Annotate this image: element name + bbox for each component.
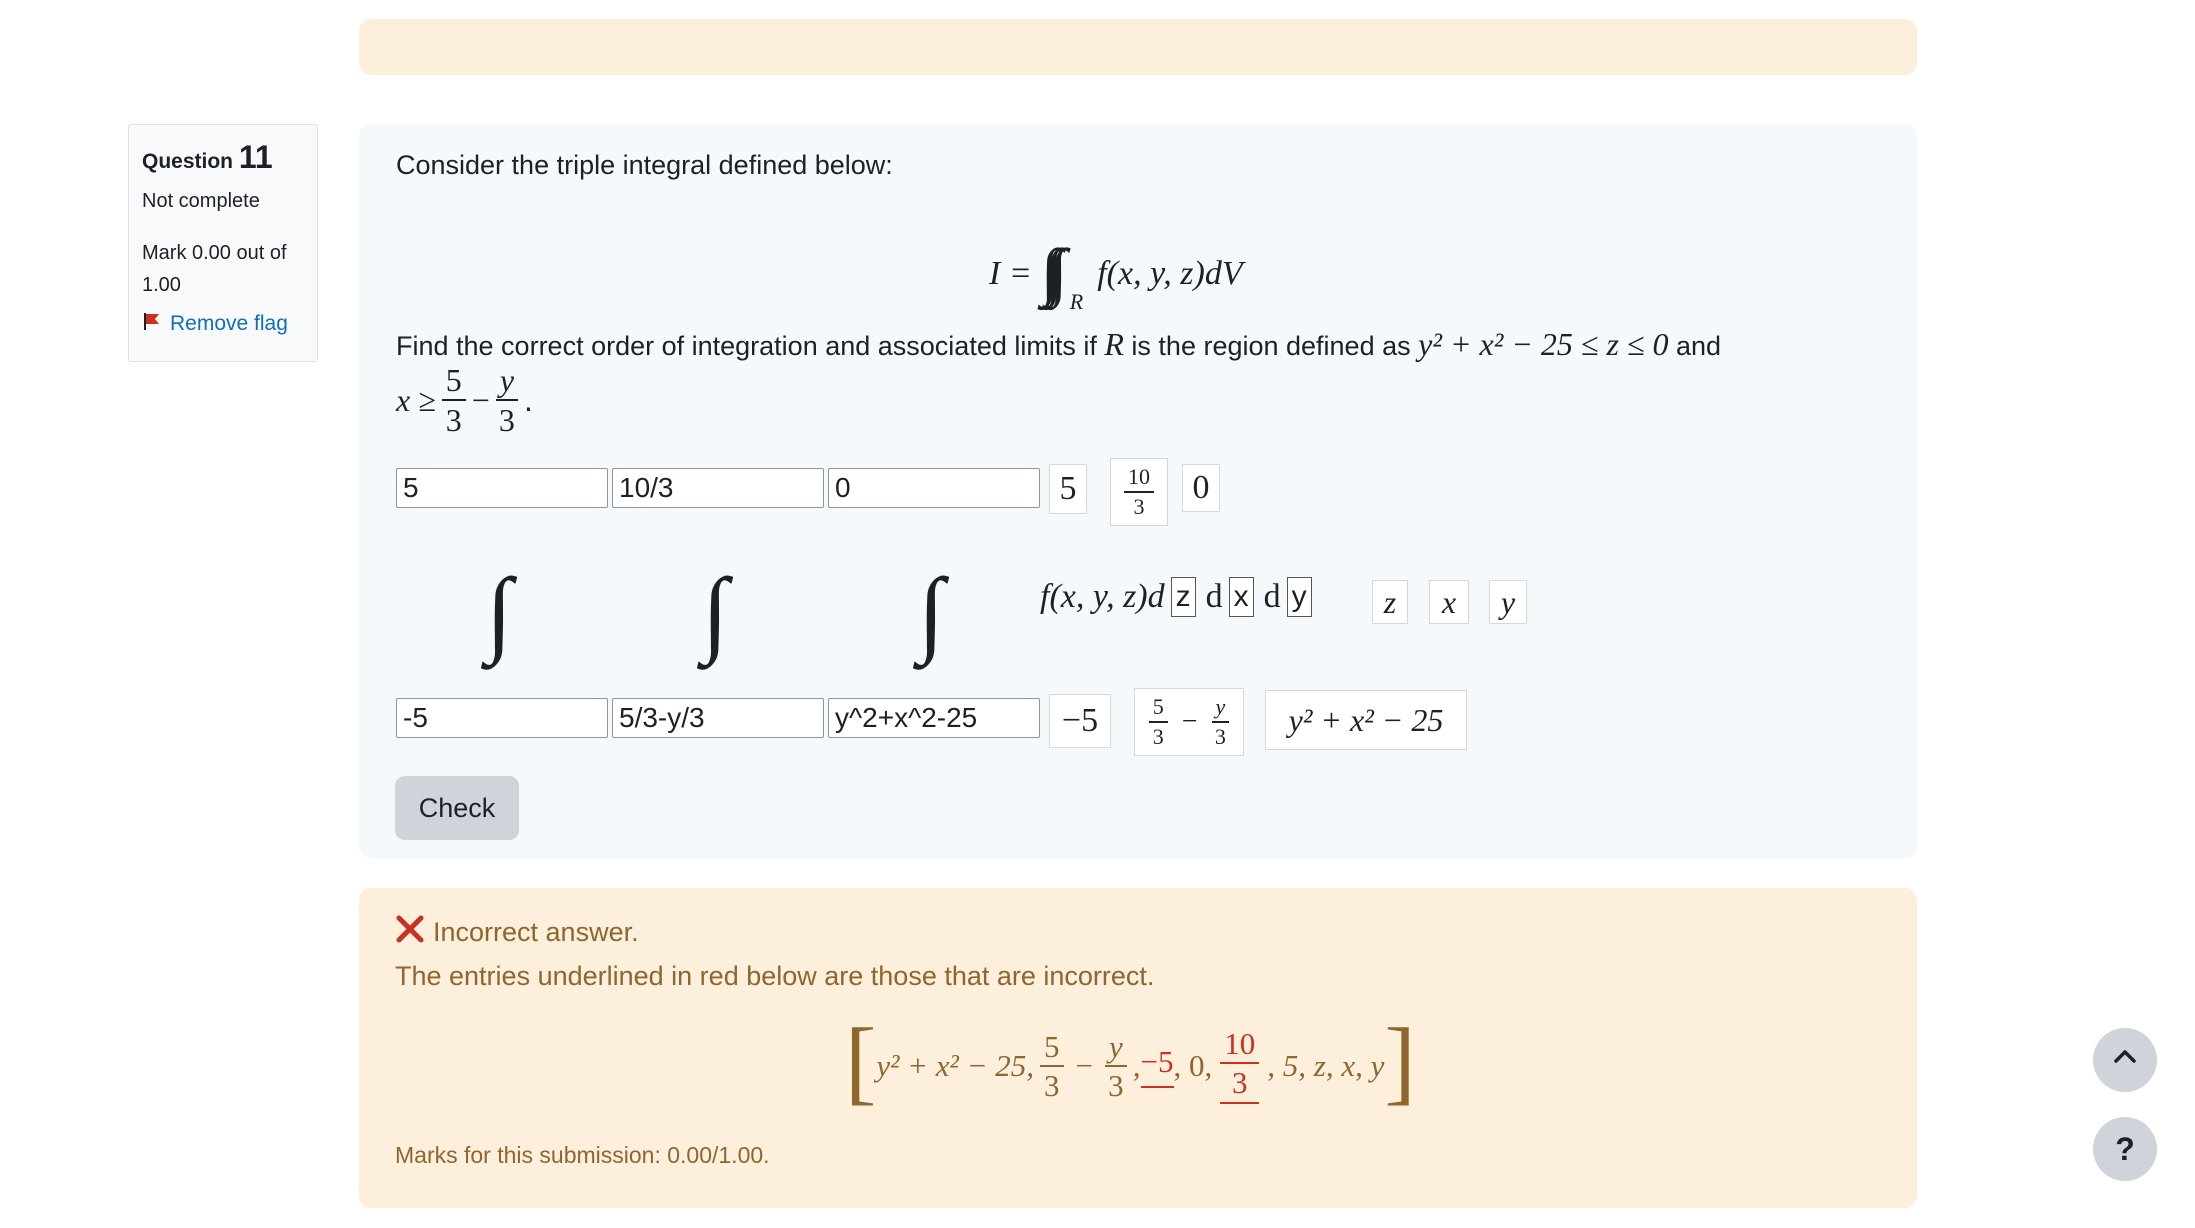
x-cond-end: . bbox=[524, 381, 533, 418]
frac-denominator: 3 bbox=[445, 402, 462, 438]
minus-sign: − bbox=[1181, 706, 1198, 737]
help-icon: ? bbox=[2115, 1130, 2135, 1167]
x-cond-frac1 bbox=[442, 364, 466, 436]
integral-definition bbox=[989, 219, 1243, 329]
question-grade: Mark 0.00 out of 1.00 bbox=[142, 242, 287, 296]
submission-marks: Marks for this submission: 0.00/1.00. bbox=[395, 1142, 770, 1168]
find-text-prefix: Find the correct order of integration and associated limits if bbox=[396, 331, 1097, 361]
upper-limit-2-input[interactable] bbox=[612, 468, 824, 508]
feedback-expression bbox=[845, 1010, 1416, 1114]
x-condition bbox=[396, 364, 533, 436]
expr-tail: , 5, z, x, y bbox=[1267, 1048, 1385, 1083]
z-condition: y² + x² − 25 ≤ z ≤ 0 bbox=[1418, 326, 1669, 362]
frac-numerator: y bbox=[1105, 1031, 1127, 1067]
expr-frac1 bbox=[1040, 1031, 1064, 1101]
expr-lead: y² + x² − 25, bbox=[876, 1048, 1035, 1083]
bracket-close: ] bbox=[1384, 1010, 1416, 1114]
region-symbol: R bbox=[1104, 326, 1124, 362]
incorrect-icon bbox=[395, 914, 425, 951]
lower-limit-2-preview bbox=[1134, 688, 1244, 756]
remove-flag-label: Remove flag bbox=[170, 312, 288, 335]
frac-numerator: y bbox=[496, 364, 518, 401]
expr-comma: , bbox=[1132, 1048, 1141, 1083]
upper-limit-3-preview: 0 bbox=[1182, 464, 1220, 512]
integrand-function: f(x, y, z)d bbox=[1040, 578, 1165, 615]
variable-2-input[interactable]: x bbox=[1229, 577, 1254, 617]
upper-limit-1-input[interactable] bbox=[396, 468, 608, 508]
expr-minus: − bbox=[1075, 1048, 1093, 1083]
x-cond-frac2 bbox=[496, 364, 518, 436]
frac-numerator: 10 bbox=[1124, 466, 1154, 493]
find-text-mid: is the region defined as bbox=[1131, 331, 1411, 361]
frac-denominator: 3 bbox=[1214, 724, 1226, 749]
upper-limit-1-preview: 5 bbox=[1049, 464, 1087, 514]
frac-numerator: 5 bbox=[442, 364, 466, 401]
question-label: Question bbox=[142, 150, 234, 173]
frac-denominator: 3 bbox=[498, 402, 515, 438]
frac-numerator: 5 bbox=[1040, 1031, 1064, 1067]
integral-integrand: f(x, y, z)dV bbox=[1097, 255, 1243, 292]
question-number-value: 11 bbox=[238, 139, 273, 175]
lower-limit-3-input[interactable] bbox=[828, 698, 1040, 738]
frac-denominator: 3 bbox=[1044, 1068, 1060, 1103]
feedback-status bbox=[395, 914, 639, 951]
incorrect-entry-1: −5 bbox=[1141, 1044, 1174, 1088]
top-banner bbox=[359, 19, 1917, 75]
incorrect-entry-2 bbox=[1220, 1028, 1259, 1104]
lower-limit-3-preview: y² + x² − 25 bbox=[1265, 690, 1467, 750]
question-intro: Consider the triple integral defined below: bbox=[396, 150, 893, 180]
variable-2-preview: x bbox=[1429, 580, 1469, 624]
chevron-up-icon bbox=[2110, 1041, 2140, 1079]
upper-limit-3-input[interactable] bbox=[828, 468, 1040, 508]
find-text bbox=[396, 324, 1896, 366]
question-number bbox=[142, 139, 304, 176]
remove-flag-link[interactable] bbox=[142, 311, 304, 337]
lower-limit-2-input[interactable] bbox=[612, 698, 824, 738]
integral-region: R bbox=[1069, 289, 1084, 314]
integral-lhs: I = bbox=[989, 255, 1032, 292]
frac-denominator: 3 bbox=[1152, 724, 1164, 749]
expr-frac2 bbox=[1105, 1031, 1127, 1101]
frac-numerator: 5 bbox=[1149, 696, 1168, 723]
feedback-panel bbox=[359, 888, 1917, 1208]
help-button[interactable] bbox=[2093, 1117, 2157, 1181]
variable-3-preview: y bbox=[1489, 580, 1527, 624]
feedback-status-text: Incorrect answer. bbox=[433, 917, 639, 947]
differential-d: d bbox=[1263, 578, 1281, 615]
frac-numerator: y bbox=[1212, 696, 1230, 723]
differential-d: d bbox=[1205, 578, 1223, 615]
feedback-message: The entries underlined in red below are those that are incorrect. bbox=[395, 961, 1155, 991]
variable-3-input[interactable]: y bbox=[1287, 577, 1312, 617]
upper-limit-2-preview bbox=[1110, 458, 1168, 526]
lower-limit-1-preview: −5 bbox=[1049, 694, 1111, 748]
integrand-row bbox=[1040, 572, 1318, 622]
frac-denominator: 3 bbox=[1232, 1065, 1248, 1100]
find-text-and: and bbox=[1676, 331, 1722, 361]
frac-denominator: 3 bbox=[1108, 1068, 1124, 1103]
expr-after-wrong1: , 0, bbox=[1173, 1048, 1213, 1083]
lower-limit-1-input[interactable] bbox=[396, 698, 608, 738]
flag-icon bbox=[142, 311, 162, 337]
x-condition-lhs: x ≥ bbox=[396, 381, 436, 418]
integral-sign-1: ∫ bbox=[486, 558, 513, 665]
x-cond-minus: − bbox=[471, 381, 490, 418]
frac-denominator: 3 bbox=[1133, 494, 1145, 519]
integral-sign-2: ∫ bbox=[702, 558, 729, 665]
frac-numerator: 10 bbox=[1220, 1028, 1259, 1064]
bracket-open: [ bbox=[845, 1010, 877, 1114]
question-content bbox=[359, 124, 1917, 858]
variable-1-input[interactable]: z bbox=[1171, 577, 1196, 617]
integral-sign-3: ∫ bbox=[918, 558, 945, 665]
question-info-panel bbox=[128, 124, 318, 362]
back-to-top-button[interactable] bbox=[2093, 1028, 2157, 1092]
variable-1-preview: z bbox=[1372, 580, 1408, 624]
check-button[interactable]: Check bbox=[395, 776, 519, 840]
question-state: Not complete bbox=[142, 190, 260, 212]
